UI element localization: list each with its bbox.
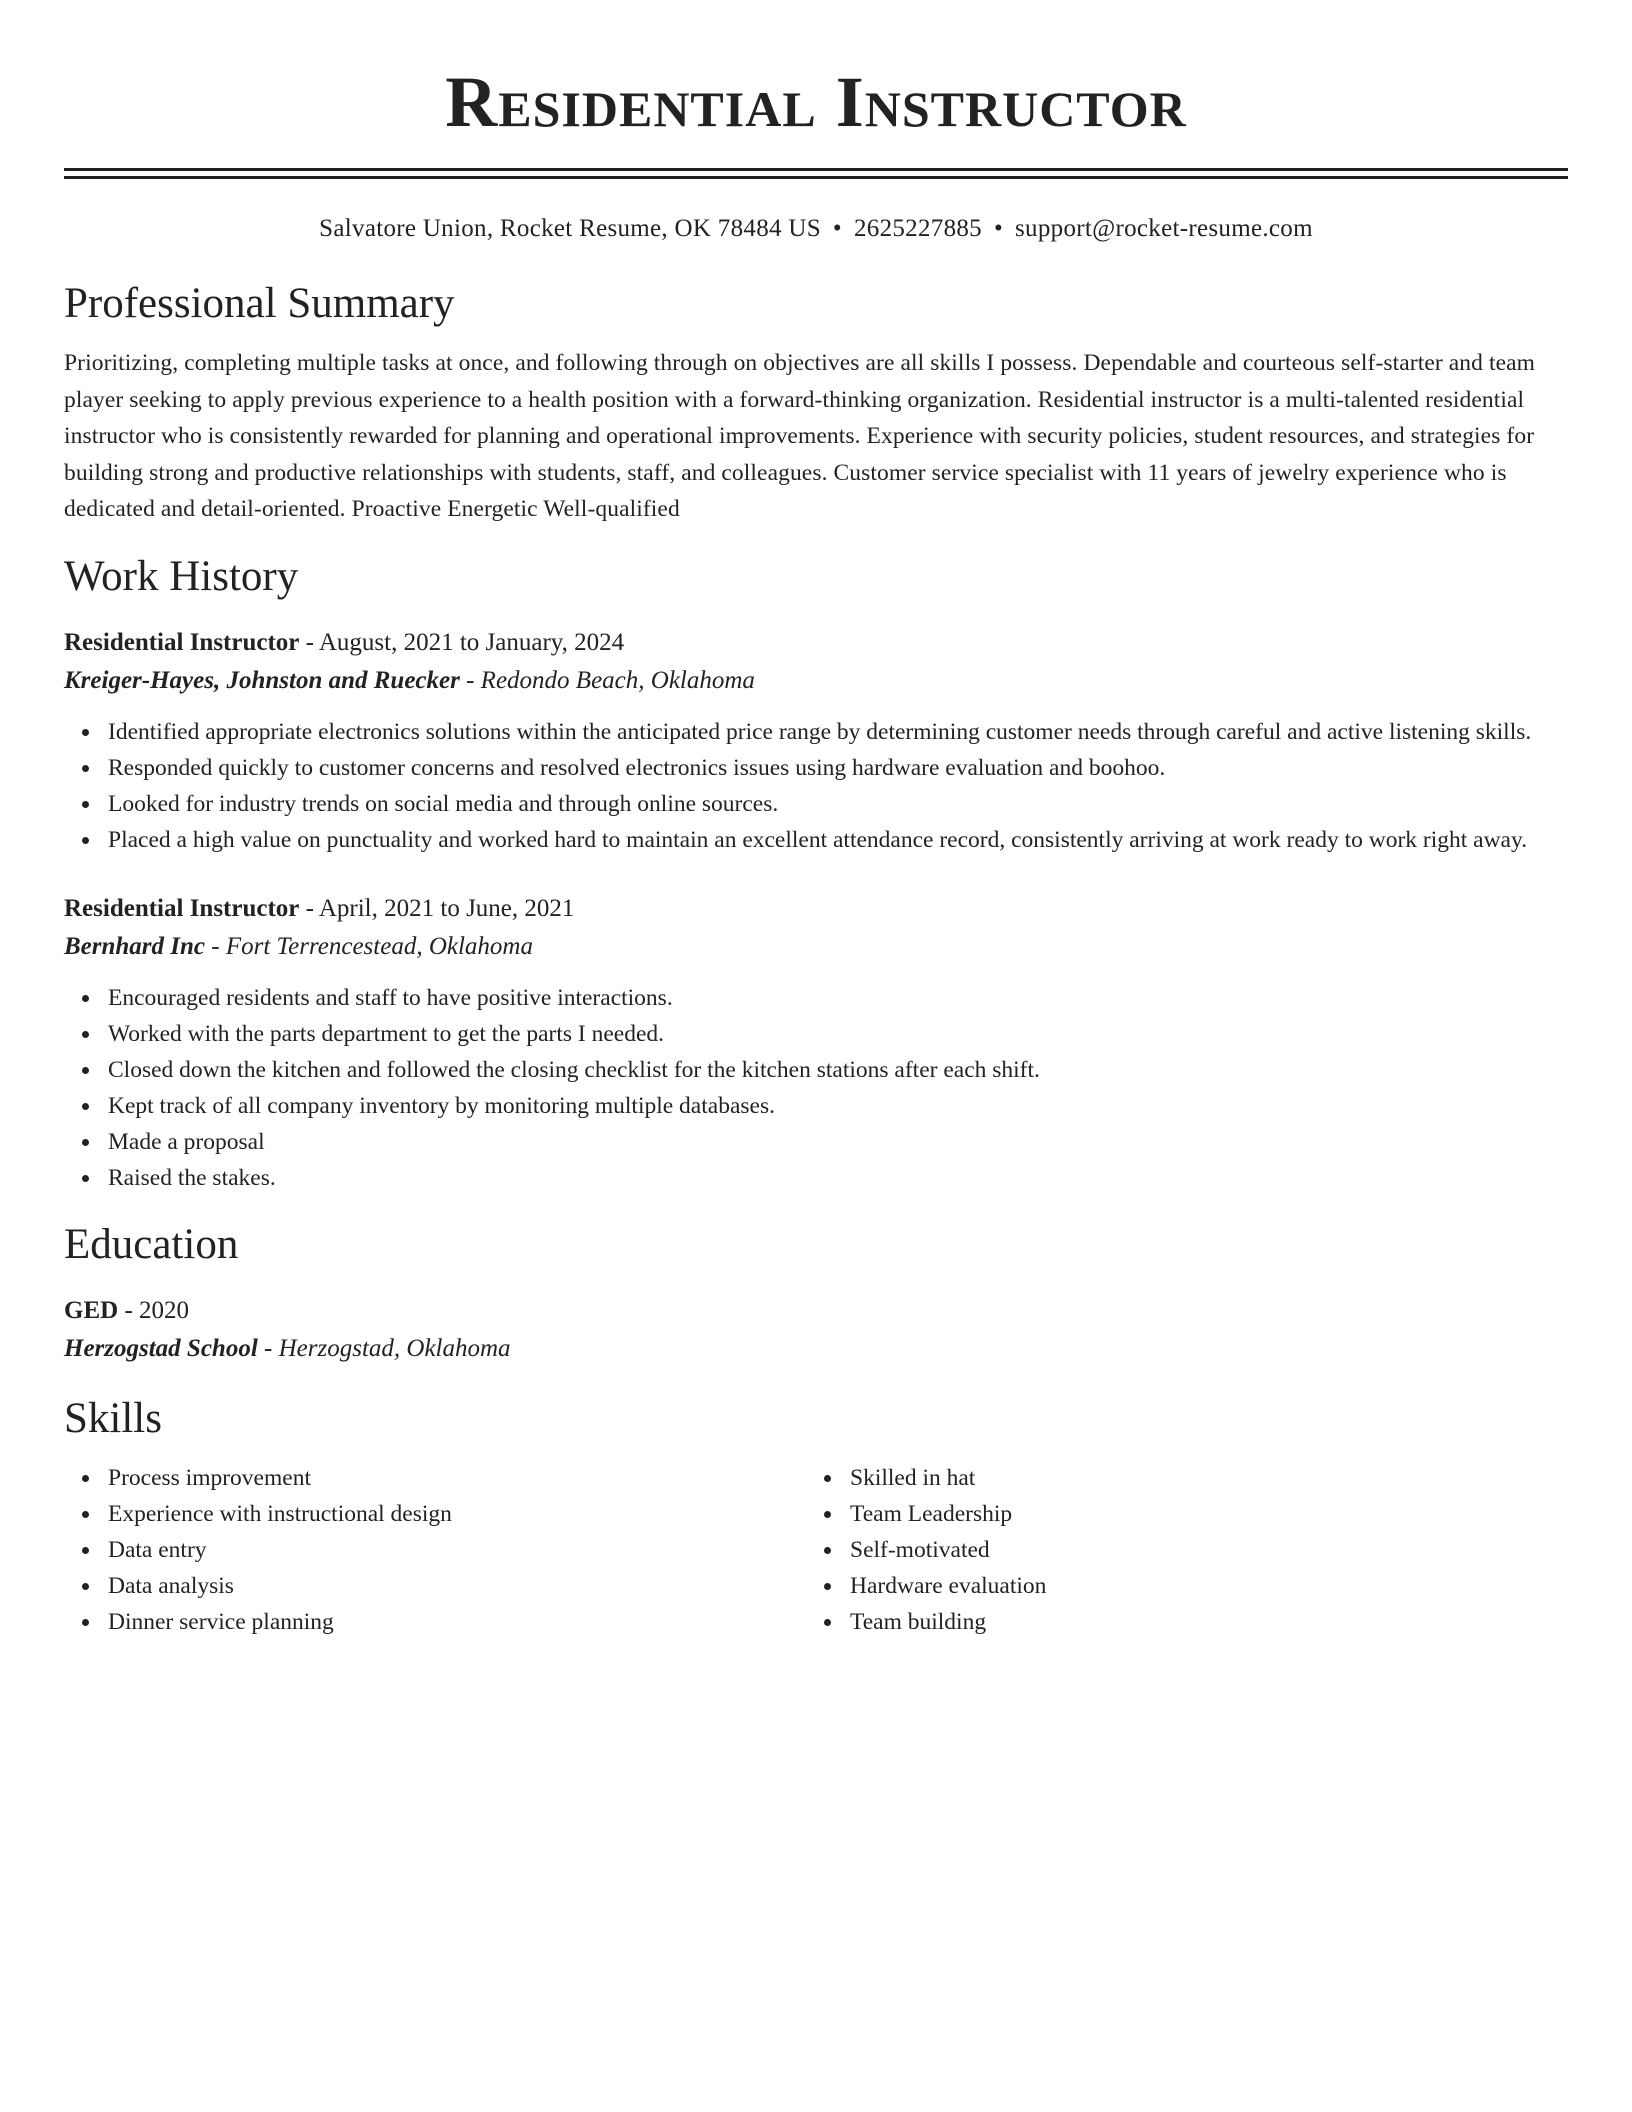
job-company: Bernhard Inc <box>64 932 206 960</box>
job-location: - Fort Terrencestead, Oklahoma <box>205 932 533 960</box>
education-location: - Herzogstad, Oklahoma <box>257 1334 511 1362</box>
list-item: Encouraged residents and staff to have positive interactions. <box>108 980 1568 1016</box>
job-title-line <box>64 890 1568 928</box>
job-company: Kreiger-Hayes, Johnston and Ruecker <box>64 666 460 694</box>
list-item: Experience with instructional design <box>108 1496 806 1532</box>
list-item: Kept track of all company inventory by monitoring multiple databases. <box>108 1088 1568 1124</box>
job-company-line <box>64 928 1568 966</box>
section-title-education: Education <box>64 1220 239 1268</box>
education-degree-line <box>64 1292 1568 1330</box>
section-title-summary: Professional Summary <box>64 280 455 327</box>
list-item: Identified appropriate electronics solutions within the anticipated price range by determining customer needs through careful and active listening skills. <box>108 714 1568 750</box>
job-dates: - April, 2021 to June, 2021 <box>299 894 575 922</box>
list-item: Skilled in hat <box>850 1460 1548 1496</box>
list-item: Looked for industry trends on social media and through online sources. <box>108 786 1568 822</box>
list-item: Process improvement <box>108 1460 806 1496</box>
header-rule-top <box>64 168 1568 171</box>
skills-list-left <box>64 1460 806 1640</box>
list-item: Self-motivated <box>850 1532 1548 1568</box>
job-role: Residential Instructor <box>64 628 300 656</box>
job-role: Residential Instructor <box>64 894 300 922</box>
job-bullets <box>64 714 1568 858</box>
job-title-line <box>64 624 1568 662</box>
list-item: Data analysis <box>108 1568 806 1604</box>
education-school-line <box>64 1330 1568 1368</box>
list-item: Team building <box>850 1604 1548 1640</box>
header-rule-bottom <box>64 176 1568 179</box>
list-item: Closed down the kitchen and followed the closing checklist for the kitchen stations after each shift. <box>108 1052 1568 1088</box>
job-company-line <box>64 662 1568 700</box>
contact-address: Salvatore Union, Rocket Resume, OK 78484 US <box>319 215 821 242</box>
list-item: Hardware evaluation <box>850 1568 1548 1604</box>
list-item: Responded quickly to customer concerns and resolved electronics issues using hardware evaluation and boohoo. <box>108 750 1568 786</box>
list-item: Made a proposal <box>108 1124 1568 1160</box>
job-entry <box>64 624 1568 858</box>
skills-grid <box>64 1460 1568 1640</box>
education-degree: GED <box>64 1296 119 1324</box>
contact-separator: • <box>832 215 842 242</box>
contact-email: support@rocket-resume.com <box>1015 215 1313 242</box>
section-title-work-history: Work History <box>64 552 299 600</box>
education-school: Herzogstad School <box>64 1334 258 1362</box>
section-title-skills: Skills <box>64 1394 162 1442</box>
candidate-name: Residential Instructor <box>445 62 1187 142</box>
list-item: Team Leadership <box>850 1496 1548 1532</box>
list-item: Data entry <box>108 1532 806 1568</box>
list-item: Worked with the parts department to get the parts I needed. <box>108 1016 1568 1052</box>
list-item: Raised the stakes. <box>108 1160 1568 1196</box>
skills-list-right <box>806 1460 1548 1640</box>
list-item: Dinner service planning <box>108 1604 806 1640</box>
list-item: Placed a high value on punctuality and worked hard to maintain an excellent attendance record, consistently arriving at work ready to work right away. <box>108 822 1568 858</box>
job-bullets <box>64 980 1568 1196</box>
skills-column-left <box>64 1460 806 1640</box>
contact-separator: • <box>993 215 1004 242</box>
job-entry <box>64 890 1568 1196</box>
education-year: - 2020 <box>118 1296 190 1324</box>
education-entry <box>64 1292 1568 1368</box>
contact-phone: 2625227885 <box>853 215 982 242</box>
job-dates: - August, 2021 to January, 2024 <box>299 628 625 656</box>
skills-column-right <box>806 1460 1548 1640</box>
job-location: - Redondo Beach, Oklahoma <box>459 666 755 694</box>
summary-text: Prioritizing, completing multiple tasks at once, and following through on objectives are all skills I possess. Dependable and courteous self-starter and team player seeking to apply previous experience to a health position with a forward-thinking organization. Residential instructor is a multi-talented residential instructor who is consistently rewarded for planning and operational improvements. Experience with security policies, student resources, and strategies for building strong and productive relationships with students, staff, and colleagues. Customer service specialist with 11 years of jewelry experience who is dedicated and detail-oriented. Proactive Energetic Well-qualified <box>64 350 1536 522</box>
contact-line <box>64 213 1568 245</box>
